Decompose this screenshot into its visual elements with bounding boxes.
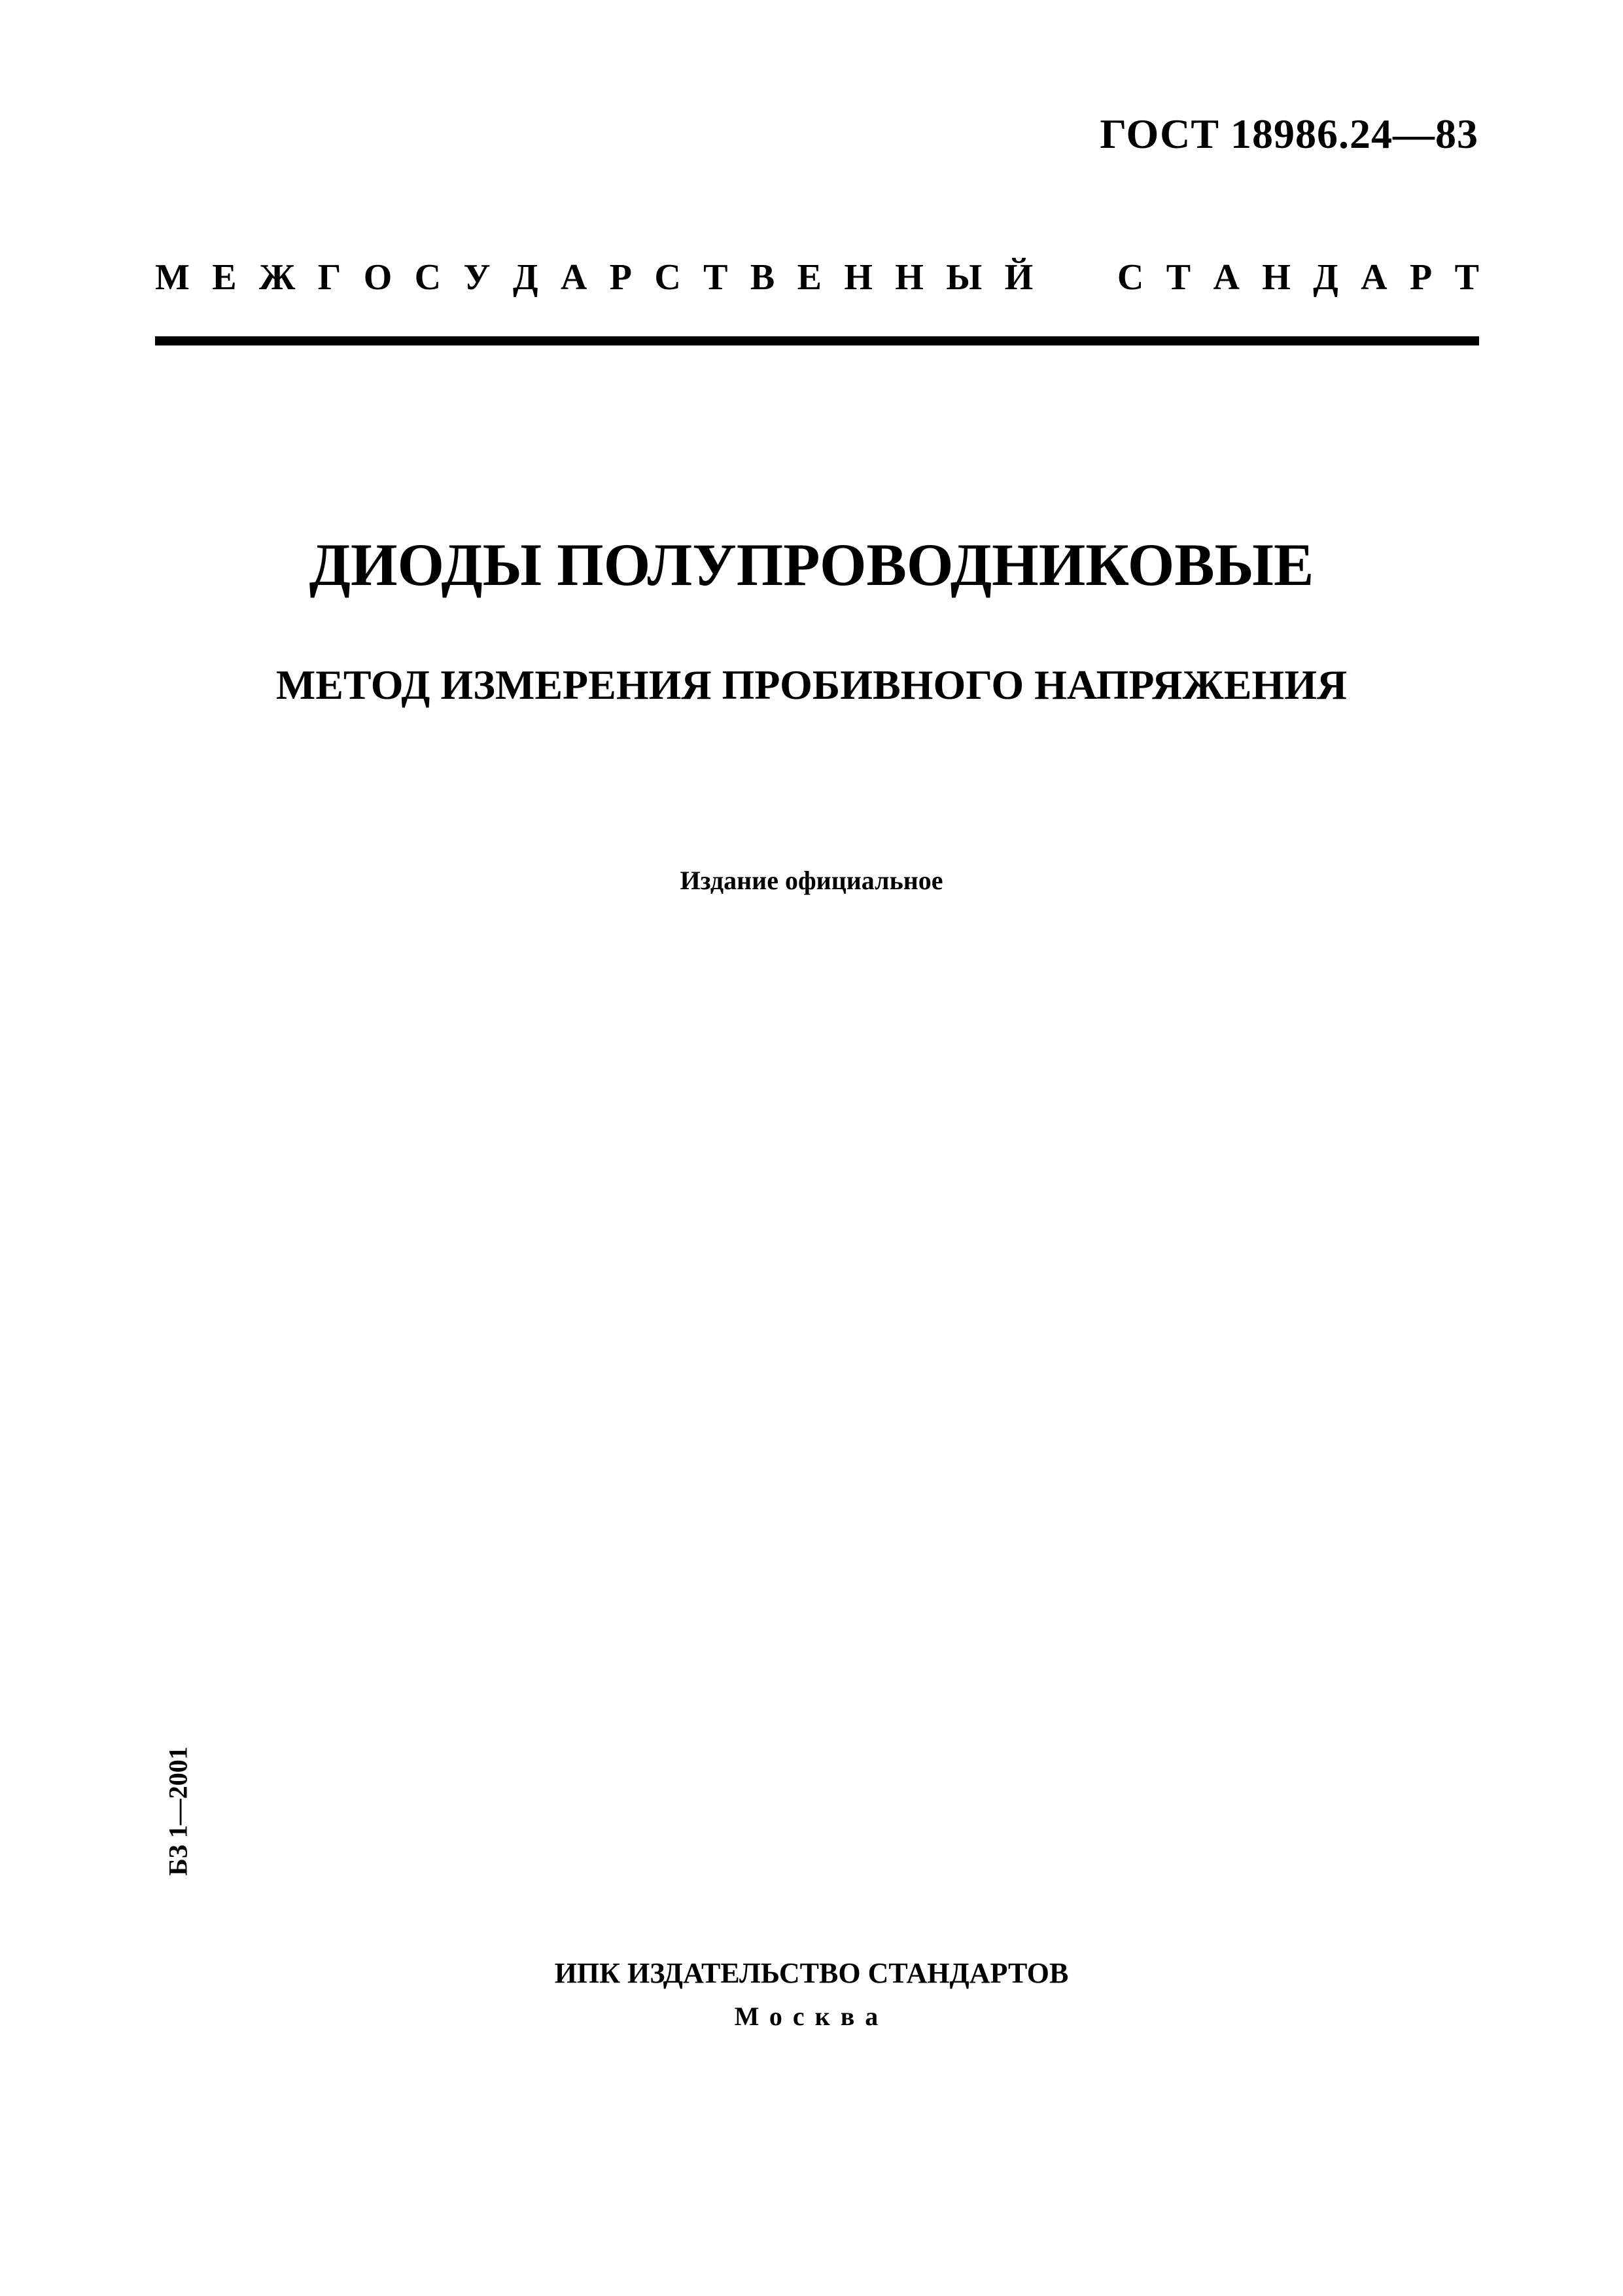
standard-type-letter: Р [609, 257, 632, 298]
standard-type-letter: А [1361, 257, 1387, 298]
standard-type-letter: Е [797, 257, 822, 298]
standard-type-heading [155, 256, 1479, 298]
standard-type-letter: Н [844, 257, 873, 298]
publisher-name: ИПК ИЗДАТЕЛЬСТВО СТАНДАРТОВ [554, 1957, 1069, 1989]
standard-type-letter: Д [512, 257, 538, 298]
standard-type-letter: Н [1262, 257, 1291, 298]
header-rule [155, 336, 1479, 345]
standard-type-letter: Е [212, 257, 237, 298]
gost-number: ГОСТ 18986.24—83 [1100, 111, 1478, 157]
standard-type-letter: Ж [258, 257, 296, 298]
standard-type-letter: С [414, 257, 442, 298]
standard-type-letter: Т [703, 257, 728, 298]
standard-type-letter: Т [1454, 257, 1479, 298]
edition-note: Издание официальное [680, 866, 943, 895]
standard-type-letter: Г [317, 257, 341, 298]
document-subtitle: МЕТОД ИЗМЕРЕНИЯ ПРОБИВНОГО НАПРЯЖЕНИЯ [275, 662, 1348, 708]
standard-type-letter: С [1117, 257, 1144, 298]
standard-type-letter: А [1213, 257, 1240, 298]
side-code: БЗ 1—2001 [163, 1746, 193, 1876]
standard-type-letter: А [560, 257, 587, 298]
publisher-city: Москва [734, 2002, 889, 2031]
standard-type-letter: Ы [946, 257, 983, 298]
standard-type-letter: С [654, 257, 681, 298]
standard-type-letter: Й [1004, 257, 1034, 298]
standard-type-letter: Д [1313, 257, 1338, 298]
standard-type-letter: М [155, 257, 190, 298]
standard-type-letter: О [363, 257, 393, 298]
standard-type-letter: Р [1409, 257, 1433, 298]
standard-type-letter: В [750, 257, 775, 298]
standard-type-letter: У [463, 257, 491, 298]
standard-type-word-gap [1056, 256, 1095, 298]
standard-type-letter: Т [1166, 257, 1191, 298]
standard-type-letter: Н [895, 257, 924, 298]
document-title: ДИОДЫ ПОЛУПРОВОДНИКОВЫЕ [309, 531, 1314, 598]
